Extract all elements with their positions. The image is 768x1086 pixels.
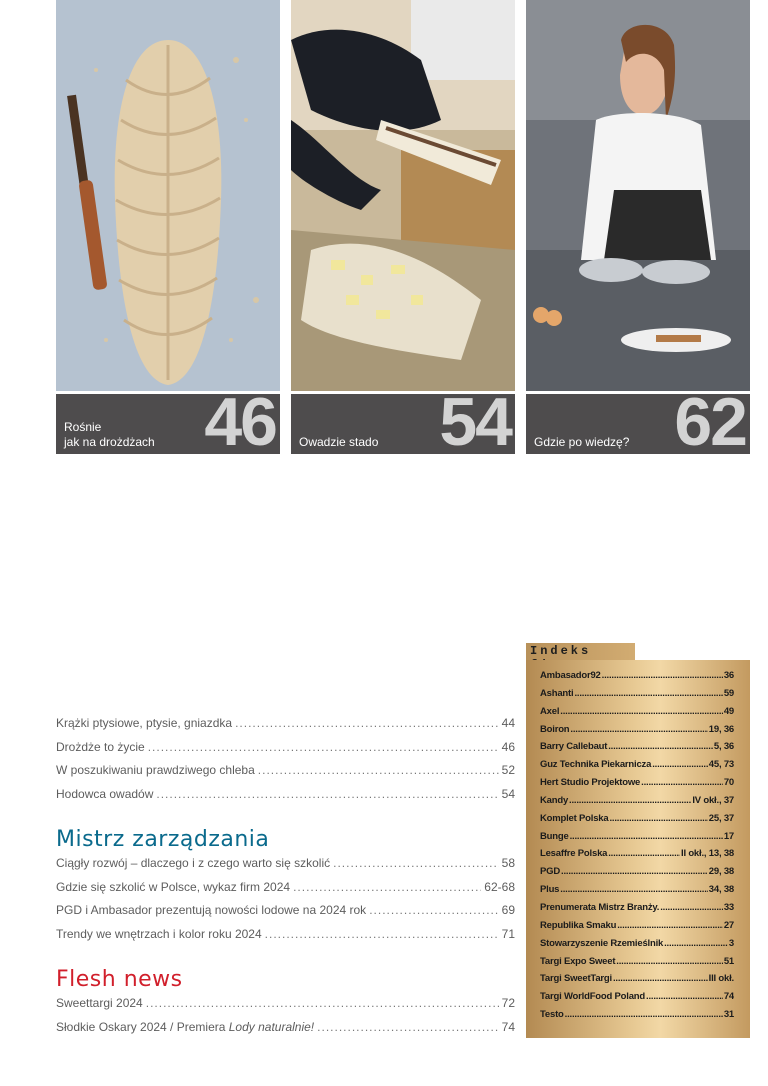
toc-entry-title: W poszukiwaniu prawdziwego chleba [56,763,255,777]
feature-page-number: 46 [204,394,276,454]
index-entry-pages: 74 [723,991,734,1003]
index-entry-name: Prenumerata Mistrz Branży. [540,901,660,913]
index-entry-name: Boiron [540,723,570,735]
toc-list-top [56,716,515,810]
chocolate-bark-photo [291,0,515,391]
index-entry-name: Bunge [540,830,569,842]
toc-entry-title-italic: Lody naturalnie! [228,1019,315,1034]
feature-page-number: 54 [439,394,511,454]
toc-entry-page: 74 [501,1019,515,1034]
index-entry[interactable] [540,777,734,795]
feature-page-number: 62 [674,394,746,454]
toc-entry-title: Krążki ptysiowe, ptysie, gniazdka [56,716,233,730]
index-entry-pages: 17 [723,830,734,842]
index-entry[interactable] [540,991,734,1009]
toc-entry[interactable] [56,787,515,811]
index-entry[interactable] [540,813,734,831]
toc-list-mistrz [56,856,515,950]
index-entry-name: Komplet Polska [540,812,609,824]
toc-entry[interactable] [56,856,515,880]
index-entry-name: Ashanti [540,687,574,699]
index-entry-name: Lesaffre Polska [540,848,608,860]
toc-entry[interactable] [56,1020,515,1044]
index-entry-name: Hert Studio Projektowe [540,777,641,789]
toc-entry-page: 72 [501,996,515,1010]
toc-entry-page: 69 [501,903,515,917]
index-entry-pages: III okł. [708,973,734,985]
index-entry[interactable] [540,688,734,706]
index-entry-pages: 25, 37 [708,812,734,824]
index-entry-pages: 31 [723,1009,734,1021]
index-entry-pages: 19, 36 [708,723,734,735]
toc-entry[interactable] [56,903,515,927]
toc-entry-title: PGD i Ambasador prezentują nowości lodowe na 2024 rok [56,903,367,917]
toc-entry-title: Hodowca owadów [56,786,154,801]
index-entry-pages: 33 [723,901,734,913]
section-heading-mistrz: Mistrz zarządzania [56,827,270,852]
index-entry[interactable] [540,759,734,777]
section-heading-flesh: Flesh news [56,967,183,992]
toc-entry[interactable] [56,716,515,740]
toc-entry[interactable] [56,927,515,951]
braided-bread-photo [56,0,280,391]
toc-list-flesh [56,996,515,1043]
feature-caption-1[interactable] [56,394,280,454]
index-entry-pages: 49 [723,705,734,717]
index-entry[interactable] [540,831,734,849]
index-entry-name: Kandy [540,794,569,806]
index-entry[interactable] [540,956,734,974]
toc-entry-title: Ciągły rozwój – dlaczego i z czego warto się szkolić [56,856,331,870]
toc-entry-page: 71 [501,926,515,941]
feature-caption-2[interactable] [291,394,515,454]
toc-entry-page: 58 [501,856,515,870]
company-index [526,660,750,1038]
toc-entry[interactable] [56,740,515,764]
index-entry-pages: 36 [723,670,734,681]
index-entry[interactable] [540,866,734,884]
toc-entry-title: Drożdże to życie [56,739,145,754]
index-entry[interactable] [540,795,734,813]
index-entry[interactable] [540,741,734,759]
toc-entry[interactable] [56,996,515,1020]
index-entry-name: Republika Smaku [540,919,617,931]
index-entry-name: Axel [540,705,560,717]
toc-entry-page: 52 [501,763,515,777]
toc-entry-page: 54 [501,786,515,801]
toc-entry-page: 44 [501,716,515,730]
index-entry-name: Stowarzyszenie Rzemieślnik [540,937,664,949]
index-entry[interactable] [540,670,734,688]
index-entry-name: Plus [540,884,560,896]
index-entry[interactable] [540,973,734,991]
toc-entry[interactable] [56,880,515,904]
index-entry[interactable] [540,848,734,866]
index-entry-pages: 29, 38 [708,866,734,878]
toc-entry-page: 46 [501,739,515,754]
index-entry[interactable] [540,902,734,920]
feature-title: Owadzie stado [299,435,379,449]
index-entry-pages: 27 [723,919,734,931]
index-entry[interactable] [540,920,734,938]
index-entry-name: Guz Technika Piekarnicza [540,759,652,771]
index-entry-name: Targi SweetTargi [540,973,612,985]
index-entry-pages: 59 [723,687,734,699]
index-entry-name: Barry Callebaut [540,741,608,753]
chef-photo [526,0,750,391]
index-entry-name: Testo [540,1009,564,1021]
index-entry-name: PGD [540,866,560,878]
index-entry-pages: 3 [728,937,734,949]
index-entry-name: Targi WorldFood Poland [540,991,646,1003]
toc-entry-title: Słodkie Oskary 2024 / Premiera Lody naturalnie! [56,1019,315,1034]
index-entry-name: Ambasador92 [540,670,601,681]
index-entry[interactable] [540,1009,734,1027]
index-entry-pages: 70 [723,777,734,789]
index-entry-name: Targi Expo Sweet [540,955,616,967]
toc-entry[interactable] [56,763,515,787]
toc-entry-title: Sweettargi 2024 [56,996,143,1010]
index-heading-tab [526,643,635,660]
index-entry-pages: 51 [723,955,734,967]
index-entry[interactable] [540,706,734,724]
index-heading: Indeks [530,644,592,658]
feature-caption-3[interactable] [526,394,750,454]
index-entry[interactable] [540,724,734,742]
feature-title: Rośnie jak na drożdżach [64,420,155,449]
index-entry-pages: 34, 38 [708,884,734,896]
toc-entry-title: Gdzie się szkolić w Polsce, wykaz firm 2024 [56,879,291,894]
index-entry[interactable] [540,938,734,956]
index-entry[interactable] [540,884,734,902]
index-entry-pages: 45, 73 [708,759,734,771]
index-entry-pages: IV okł., 37 [692,794,734,806]
feature-title: Gdzie po wiedzę? [534,435,630,449]
index-entry-pages: 5, 36 [713,741,734,753]
toc-entry-title: Trendy we wnętrzach i kolor roku 2024 [56,926,262,941]
index-entry-pages: II okł., 13, 38 [681,848,734,860]
toc-entry-page: 62-68 [484,879,515,894]
